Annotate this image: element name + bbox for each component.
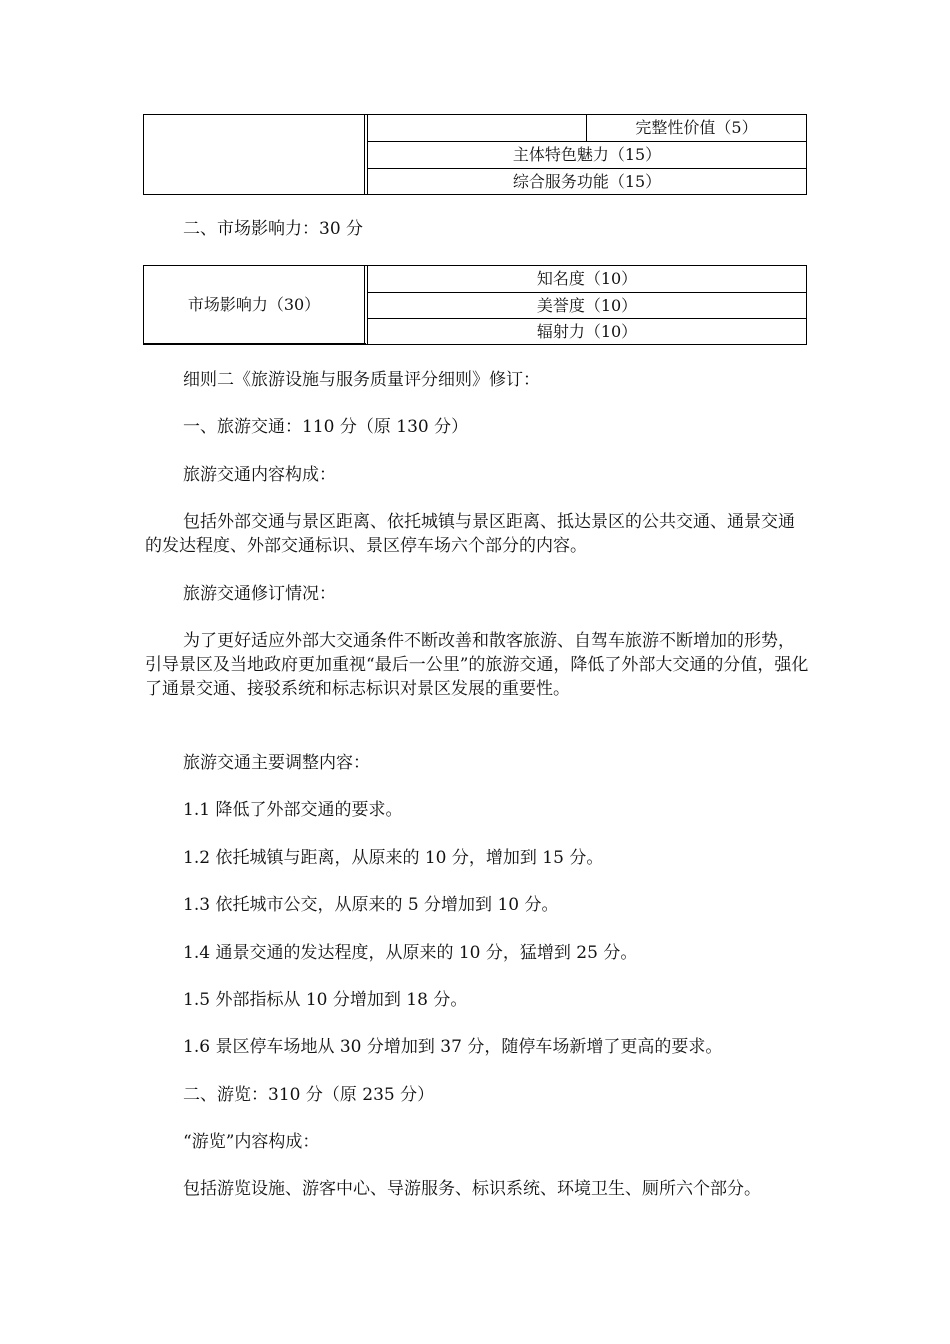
table-cell — [368, 142, 806, 168]
cell-text: 知名度（10） — [536, 269, 638, 288]
cell-text: 辐射力（10） — [536, 321, 638, 341]
cell-text: 主体特色魅力（15） — [512, 145, 662, 164]
table-cell — [368, 293, 806, 318]
cell-text: 综合服务功能（15） — [512, 172, 662, 191]
paragraph: 1.1 降低了外部交通的要求。 — [183, 800, 403, 820]
paragraph: 一、旅游交通：110 分（原 130 分） — [183, 417, 469, 437]
paragraph: 细则二《旅游设施与服务质量评分细则》修订： — [183, 370, 540, 390]
paragraph: 旅游交通修订情况： — [183, 584, 336, 604]
paragraph: 1.5 外部指标从 10 分增加到 18 分。 — [183, 990, 468, 1010]
market-influence-table — [143, 265, 807, 345]
paragraph: 旅游交通内容构成： — [183, 465, 336, 485]
paragraph: 1.4 通景交通的发达程度，从原来的 10 分，猛增到 25 分。 — [183, 943, 638, 963]
paragraph: 1.2 依托城镇与距离，从原来的 10 分，增加到 15 分。 — [183, 848, 604, 868]
paragraph: 旅游交通主要调整内容： — [183, 753, 370, 773]
paragraph: “游览”内容构成： — [183, 1132, 320, 1152]
paragraph: 为了更好适应外部大交通条件不断改善和散客旅游、自驾车旅游不断增加的形势，引导景区及当地政府更加重视“最后一公里”的旅游交通，降低了外部大交通的分值，强化了通景交通、接驳系统和标志标识对景区发展的重要性。 — [145, 631, 809, 699]
evaluation-table-1 — [143, 114, 807, 195]
cell-text: 市场影响力（30） — [187, 295, 321, 314]
table-cell — [368, 266, 806, 292]
table-cell — [368, 169, 806, 195]
paragraph: 包括外部交通与景区距离、依托城镇与景区距离、抵达景区的公共交通、通景交通的发达程度、外部交通标识、景区停车场六个部分的内容。 — [145, 512, 795, 556]
section-heading: 二、市场影响力：30 分 — [183, 219, 364, 239]
cell-text: 美誉度（10） — [536, 295, 638, 315]
paragraph: 包括游览设施、游客中心、导游服务、标识系统、环境卫生、厕所六个部分。 — [183, 1179, 761, 1199]
paragraph: 1.3 依托城市公交，从原来的 5 分增加到 10 分。 — [183, 895, 559, 915]
paragraph: 1.6 景区停车场地从 30 分增加到 37 分，随停车场新增了更高的要求。 — [183, 1037, 723, 1057]
cell-text: 完整性价值（5） — [635, 118, 758, 137]
table-row-header — [144, 266, 364, 344]
table-cell — [368, 319, 806, 344]
table-cell — [587, 115, 806, 141]
paragraph: 二、游览：310 分（原 235 分） — [183, 1085, 435, 1105]
